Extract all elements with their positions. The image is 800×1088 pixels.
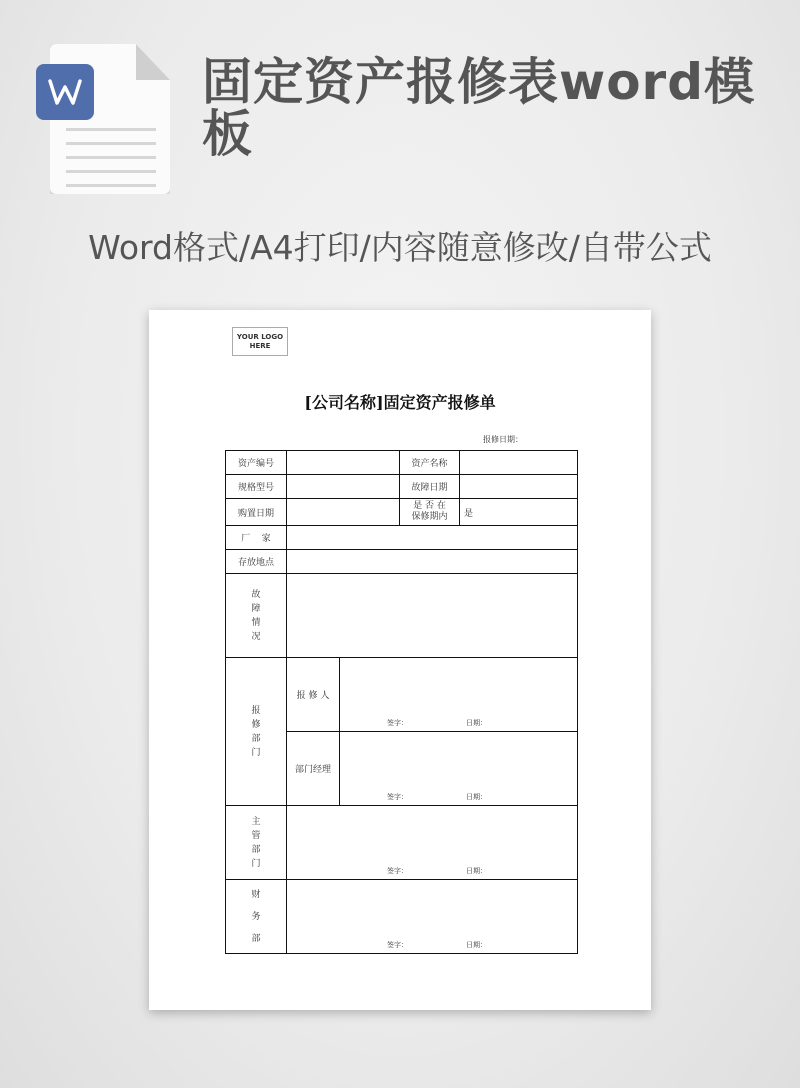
table-row xyxy=(226,451,578,475)
supervisor-dept-label xyxy=(226,806,287,880)
sign-label: 签字： xyxy=(387,793,408,801)
supervisor-dept-char: 管 xyxy=(251,830,261,841)
repair-dept-char: 部 xyxy=(251,733,261,744)
file-line xyxy=(66,142,156,145)
logo-placeholder xyxy=(232,327,288,356)
location-label: 存放地点 xyxy=(226,550,287,574)
fault-status-char: 障 xyxy=(251,603,261,614)
date-label: 日期： xyxy=(466,867,487,875)
table-row xyxy=(226,475,578,499)
table-row xyxy=(226,574,578,658)
date-label: 日期： xyxy=(466,793,487,801)
report-date-label: 报修日期： xyxy=(483,435,523,444)
asset-no-value xyxy=(287,451,400,475)
table-row xyxy=(226,658,578,732)
spec-model-value xyxy=(287,475,400,499)
page-title: 固定资产报修表word模板 xyxy=(202,53,755,163)
finance-dept-char: 部 xyxy=(251,933,261,944)
fault-status-char: 故 xyxy=(251,589,261,600)
table-row xyxy=(226,550,578,574)
repair-dept-char: 报 xyxy=(251,705,261,716)
sign-label: 签字： xyxy=(387,867,408,875)
date-label: 日期： xyxy=(466,719,487,727)
form-title: [公司名称]固定资产报修单 xyxy=(304,393,496,412)
table-row xyxy=(226,499,578,526)
supervisor-dept-char: 门 xyxy=(251,858,261,869)
manufacturer-label: 厂 家 xyxy=(226,526,287,550)
table-row xyxy=(226,880,578,954)
fault-status-value xyxy=(287,574,578,658)
logo-line-2: HERE xyxy=(249,341,271,350)
asset-name-value xyxy=(460,451,578,475)
file-line xyxy=(66,170,156,173)
finance-dept-label xyxy=(226,880,287,954)
table-row xyxy=(226,806,578,880)
repair-dept-label xyxy=(226,658,287,806)
asset-no-label: 资产编号 xyxy=(226,451,287,475)
dept-manager-label: 部门经理 xyxy=(287,732,340,806)
finance-dept-char: 财 xyxy=(251,889,261,900)
purchase-date-label: 购置日期 xyxy=(226,499,287,526)
repair-form-table xyxy=(225,450,578,954)
file-line xyxy=(66,156,156,159)
finance-signature-cell xyxy=(287,880,578,954)
page-subtitle: Word格式/A4打印/内容随意修改/自带公式 xyxy=(88,228,712,267)
reporter-label: 报 修 人 xyxy=(287,658,340,732)
repair-dept-char: 修 xyxy=(251,719,261,730)
word-file-icon xyxy=(36,44,172,198)
logo-line-1: YOUR LOGO xyxy=(236,332,284,341)
file-line xyxy=(66,184,156,187)
file-line xyxy=(66,128,156,131)
fault-status-char: 情 xyxy=(251,617,261,628)
table-row xyxy=(226,526,578,550)
warranty-label-line-1: 是 否 在 xyxy=(413,501,446,511)
date-label: 日期： xyxy=(466,941,487,949)
warranty-label xyxy=(400,499,460,526)
manufacturer-value xyxy=(287,526,578,550)
sign-label: 签字： xyxy=(387,941,408,949)
spec-model-label: 规格型号 xyxy=(226,475,287,499)
document-preview xyxy=(149,310,651,1010)
reporter-signature-cell xyxy=(340,658,578,732)
manager-signature-cell xyxy=(340,732,578,806)
repair-dept-char: 门 xyxy=(251,747,261,758)
w-letter-icon xyxy=(36,64,94,120)
warranty-value: 是 xyxy=(460,499,578,526)
sign-label: 签字： xyxy=(387,719,408,727)
warranty-label-line-2: 保修期内 xyxy=(411,512,448,522)
fault-status-char: 况 xyxy=(251,631,261,642)
fault-status-label xyxy=(226,574,287,658)
location-value xyxy=(287,550,578,574)
supervisor-dept-char: 主 xyxy=(251,816,261,827)
purchase-date-value xyxy=(287,499,400,526)
fault-date-value xyxy=(460,475,578,499)
supervisor-signature-cell xyxy=(287,806,578,880)
asset-name-label: 资产名称 xyxy=(400,451,460,475)
fault-date-label: 故障日期 xyxy=(400,475,460,499)
supervisor-dept-char: 部 xyxy=(251,844,261,855)
finance-dept-char: 务 xyxy=(251,911,261,922)
